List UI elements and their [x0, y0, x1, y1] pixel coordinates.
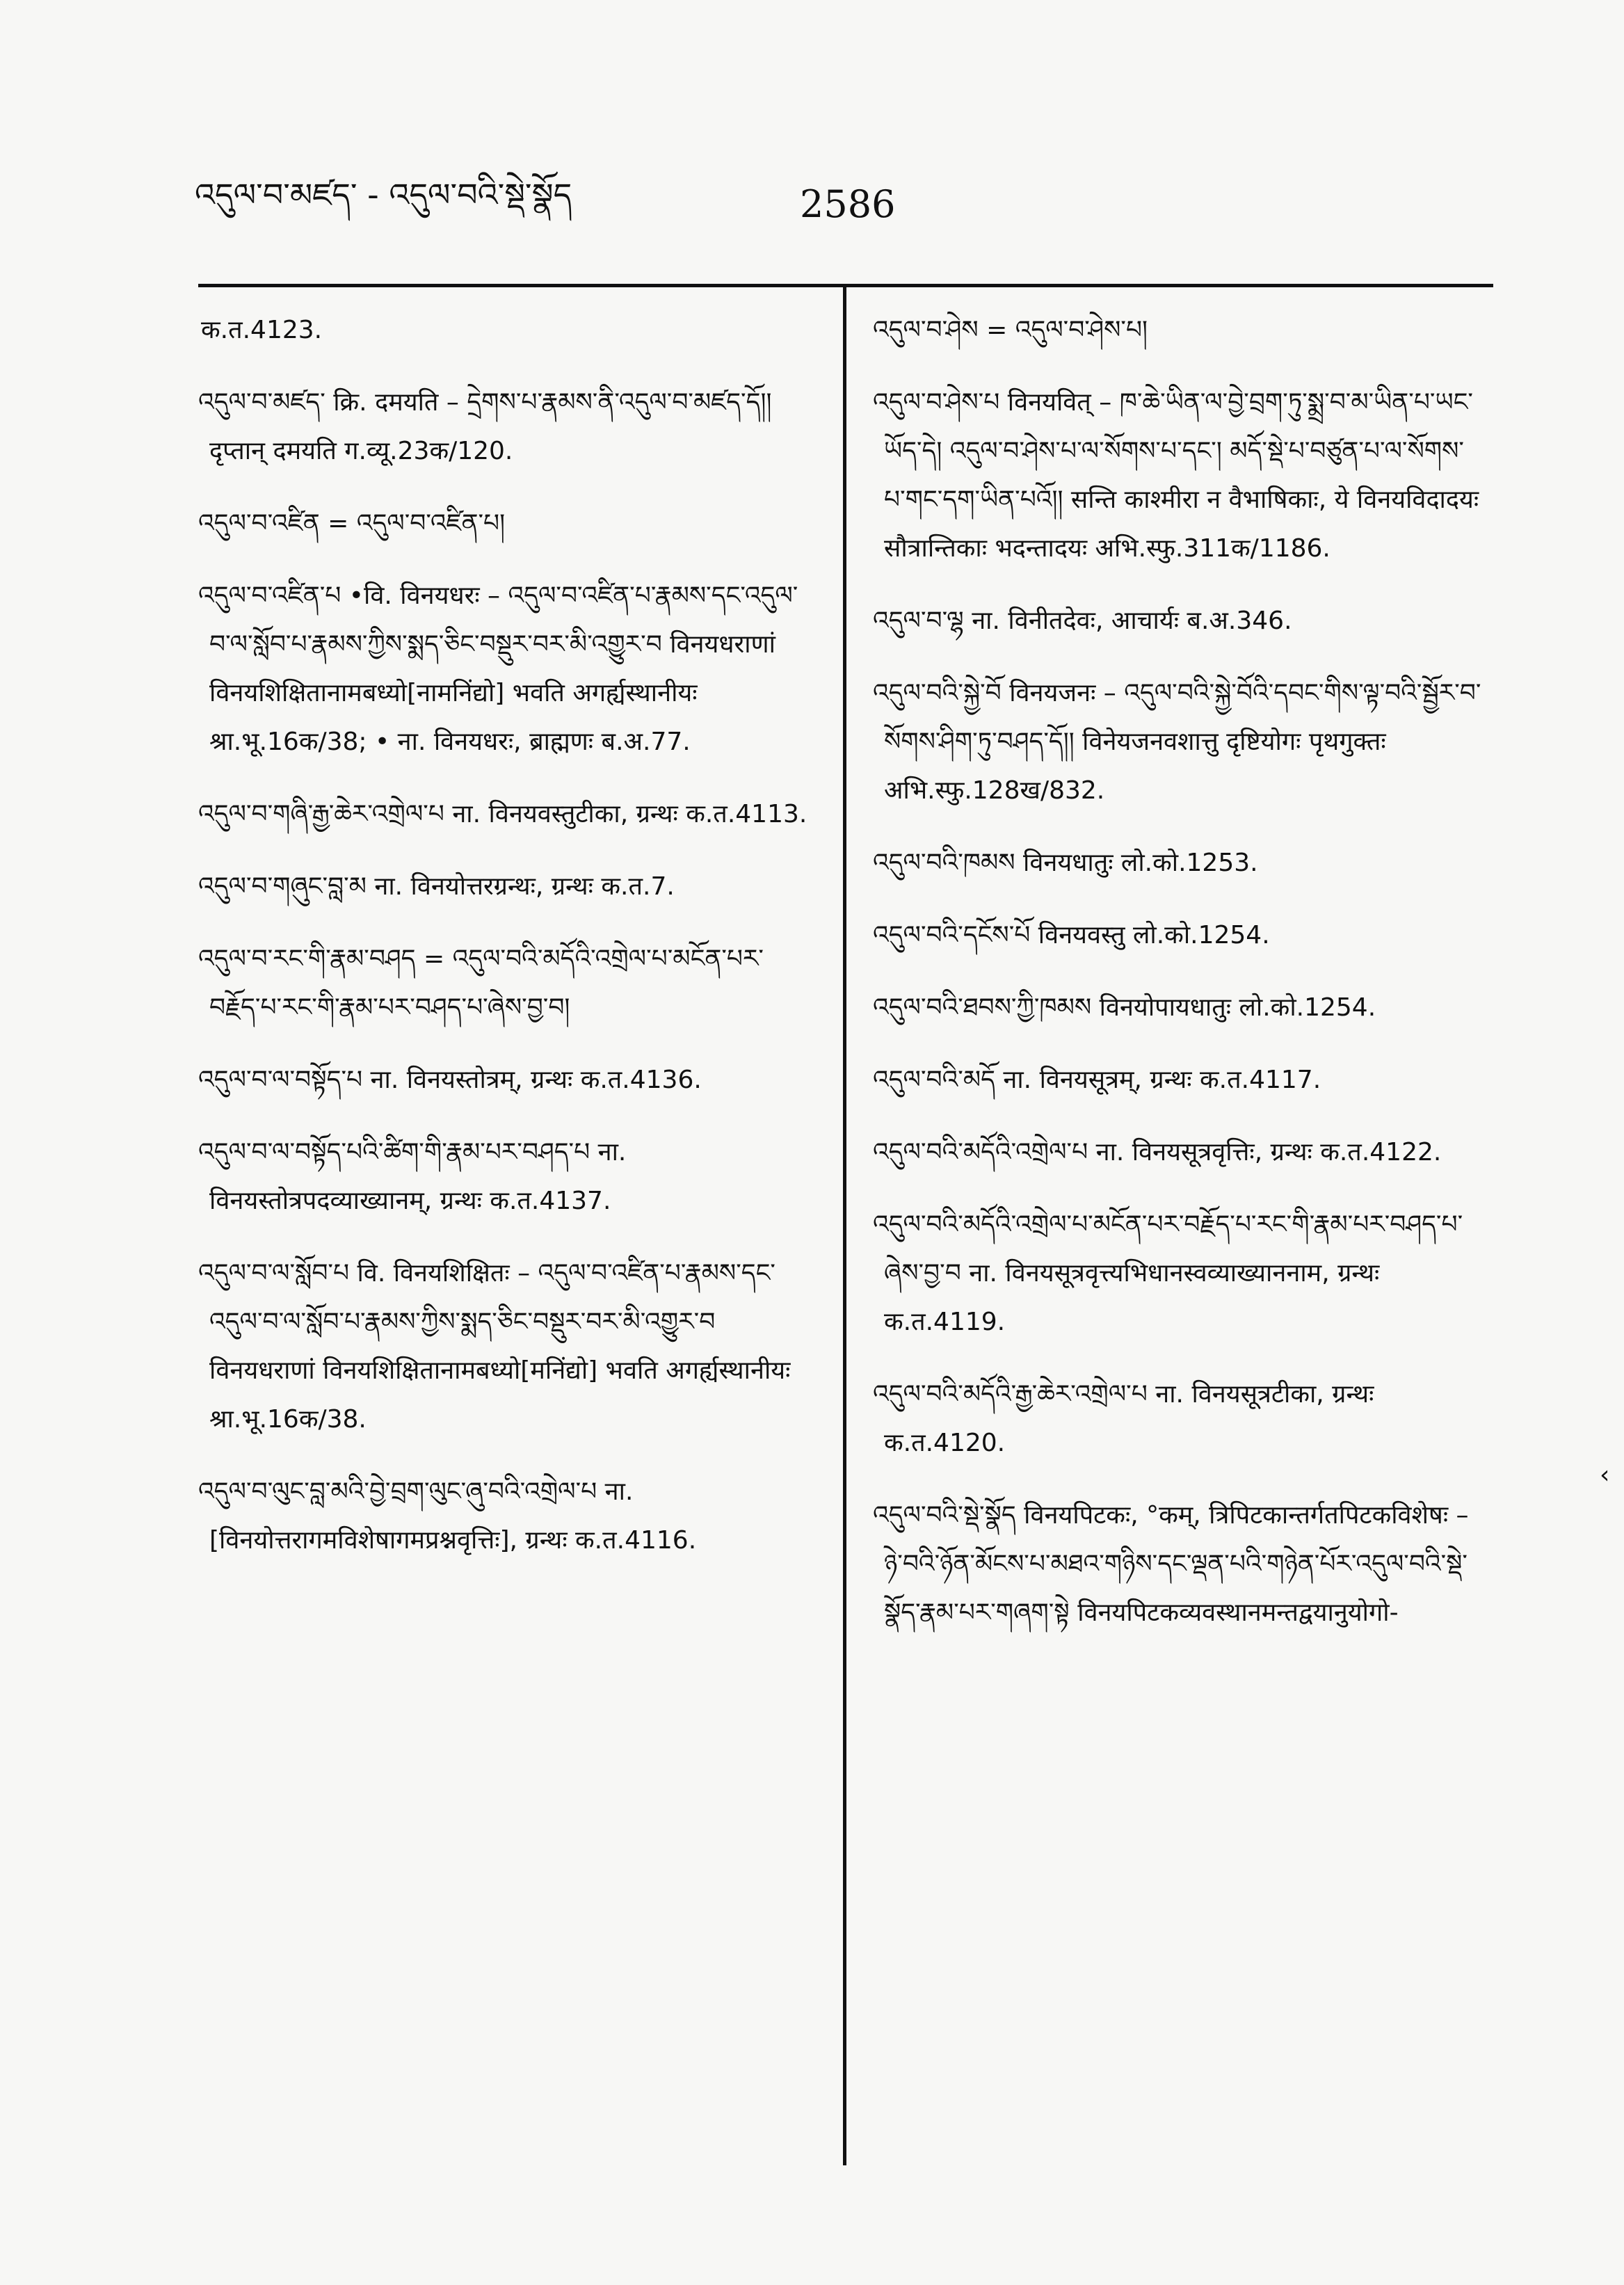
page-number: 2586	[800, 182, 896, 226]
dictionary-entry: འདུལ་བ་ཤེས = འདུལ་བ་ཤེས་པ།	[873, 316, 1148, 344]
dictionary-entry: འདུལ་བའི་མདོའི་འགྲེལ་པ་མངོན་པར་བརྗོད་པ་རང་གི་རྣམ་པར་བཤད་པ་ཞེས་བྱ་བ ना. विनयसूत्रवृत्त्यभिधानस्वव्याख्याननाम, ग्रन्थः क.त.4119.	[873, 1210, 1463, 1336]
dictionary-entry: འདུལ་བ་གཞུང་བླ་མ ना. विनयोत्तरग्रन्थः, ग्रन्थः क.त.7.	[198, 872, 675, 901]
dictionary-entry: འདུལ་བའི་མདོ ना. विनयसूत्रम्, ग्रन्थः क.त.4117.	[873, 1066, 1321, 1094]
dictionary-entry: འདུལ་བའི་མདོའི་རྒྱ་ཆེར་འགྲེལ་པ ना. विनयसूत्रटीका, ग्रन्थः क.त.4120.	[873, 1380, 1374, 1457]
dictionary-entry: འདུལ་བའི་ཁམས विनयधातुः लो.को.1253.	[873, 849, 1258, 877]
dictionary-entry: འདུལ་བ་གཞི་རྒྱ་ཆེར་འགྲེལ་པ ना. विनयवस्तुटीका, ग्रन्थः क.त.4113.	[198, 800, 807, 828]
dictionary-entry: འདུལ་བ་ལ་བསྟོད་པ ना. विनयस्तोत्रम्, ग्रन्थः क.त.4136.	[198, 1066, 702, 1094]
dictionary-entry: འདུལ་བ་ལ་བསྟོད་པའི་ཚིག་གི་རྣམ་པར་བཤད་པ ना. विनयस्तोत्रपदव्याख्यानम्, ग्रन्थः क.त.4137.	[198, 1138, 627, 1215]
dictionary-entry: འདུལ་བའི་དངོས་པོ विनयवस्तु लो.को.1254.	[873, 921, 1270, 949]
dictionary-entry: འདུལ་བ་ལྷ ना. विनीतदेवः, आचार्यः ब.अ.346.	[873, 607, 1292, 635]
left-column	[198, 306, 810, 1589]
dictionary-entry: འདུལ་བའི་སྡེ་སྣོད विनयपिटकः, °कम्, त्रिपिटकान्तर्गतपिटकविशेषः – ཉེ་བའི་ཉོན་མོངས་པ་མཐའ་གཉིས་དང་ལྡན་པའི་གཉེན་པོར་འདུལ་བའི་སྡེ་སྣོད་རྣམ་པར་གཞག་སྟེ विनयपिटकव्यवस्थानमन्तद्वयानुयोगो-	[873, 1501, 1469, 1627]
dictionary-entry: འདུལ་བའི་མདོའི་འགྲེལ་པ ना. विनयसूत्रवृत्तिः, ग्रन्थः क.त.4122.	[873, 1138, 1442, 1166]
dictionary-entry: འདུལ་བ་རང་གི་རྣམ་བཤད = འདུལ་བའི་མདོའི་འགྲེལ་པ་མངོན་པར་བརྗོད་པ་རང་གི་རྣམ་པར་བཤད་པ་ཞེས་བྱ་བ།	[198, 945, 764, 1022]
dictionary-entry: འདུལ་བ་འཛིན་པ •वि. विनयधरः – འདུལ་བ་འཛིན་པ་རྣམས་དང་འདུལ་བ་ལ་སློབ་པ་རྣམས་ཀྱིས་སྨད་ཅིང་བསྡུར་བར་མི་འགྱུར་བ विनयधराणां विनयशिक्षितानामबध्यो[नामनिंद्यो] भवति अगर्ह्यस्थानीयः श्रा.भू.16क/38; • ना. विनयधरः, ब्राह्मणः ब.अ.77.	[198, 582, 798, 756]
running-header: འདུལ་བ་མཛད་ - འདུལ་བའི་སྡེ་སྣོད	[195, 176, 572, 214]
right-column	[873, 306, 1485, 1661]
dictionary-entry: འདུལ་བའི་སྐྱེ་བོ विनयजनः – འདུལ་བའི་སྐྱེ་བོའི་དབང་གིས་ལྟ་བའི་སྦྱོར་བ་སོགས་ཤིག་ཏུ་བཤད་དོ།། विनेयजनवशात्तु दृष्टियोगः पृथगुक्तः अभि.स्फु.128ख/832.	[873, 679, 1481, 805]
dictionary-entry: འདུལ་བ་མཛད་ क्रि. दमयति – དྲེགས་པ་རྣམས་ནི་འདུལ་བ་མཛད་དོ།། दृप्तान् दमयति ग.व्यू.23क/120.	[198, 388, 772, 465]
dictionary-entry: འདུལ་བ་ལུང་བླ་མའི་བྱེ་བྲག་ལུང་ཞུ་བའི་འགྲེལ་པ ना. [विनयोत्तरागमविशेषागमप्रश्नवृत्तिः], ग्रन्थः क.त.4116.	[198, 1477, 697, 1555]
dictionary-entry: འདུལ་བའི་ཐབས་ཀྱི་ཁམས विनयोपायधातुः लो.को.1254.	[873, 993, 1376, 1022]
dictionary-entry: འདུལ་བ་འཛིན = འདུལ་བ་འཛིན་པ།	[198, 509, 506, 538]
dictionary-entry: འདུལ་བ་ལ་སློབ་པ वि. विनयशिक्षितः – འདུལ་བ་འཛིན་པ་རྣམས་དང་འདུལ་བ་ལ་སློབ་པ་རྣམས་ཀྱིས་སྨད་ཅིང་བསྡུར་བར་མི་འགྱུར་བ विनयधराणां विनयशिक्षितानामबध्यो[मनिंद्यो] भवति अगर्ह्यस्थानीयः श्रा.भू.16क/38.	[198, 1259, 791, 1434]
margin-mark: ‹	[1600, 1461, 1610, 1489]
dictionary-entry: འདུལ་བ་ཤེས་པ विनयवित् – ཁ་ཆེ་ཡིན་ལ་བྱེ་བྲག་ཏུ་སྨྲ་བ་མ་ཡིན་པ་ཡང་ཡོད་དེ། འདུལ་བ་ཤེས་པ་ལ་སོགས་པ་དང་། མདོ་སྡེ་པ་བཙུན་པ་ལ་སོགས་པ་གང་དག་ཡིན་པའོ།། सन्ति काश्मीरा न वैभाषिकाः, ये विनयविदादयः सौत्रान्तिकाः भदन्तादयः अभि.स्फु.311क/1186.	[873, 388, 1479, 563]
dictionary-entry: क.त.4123.	[201, 316, 323, 344]
column-divider	[843, 287, 846, 2165]
